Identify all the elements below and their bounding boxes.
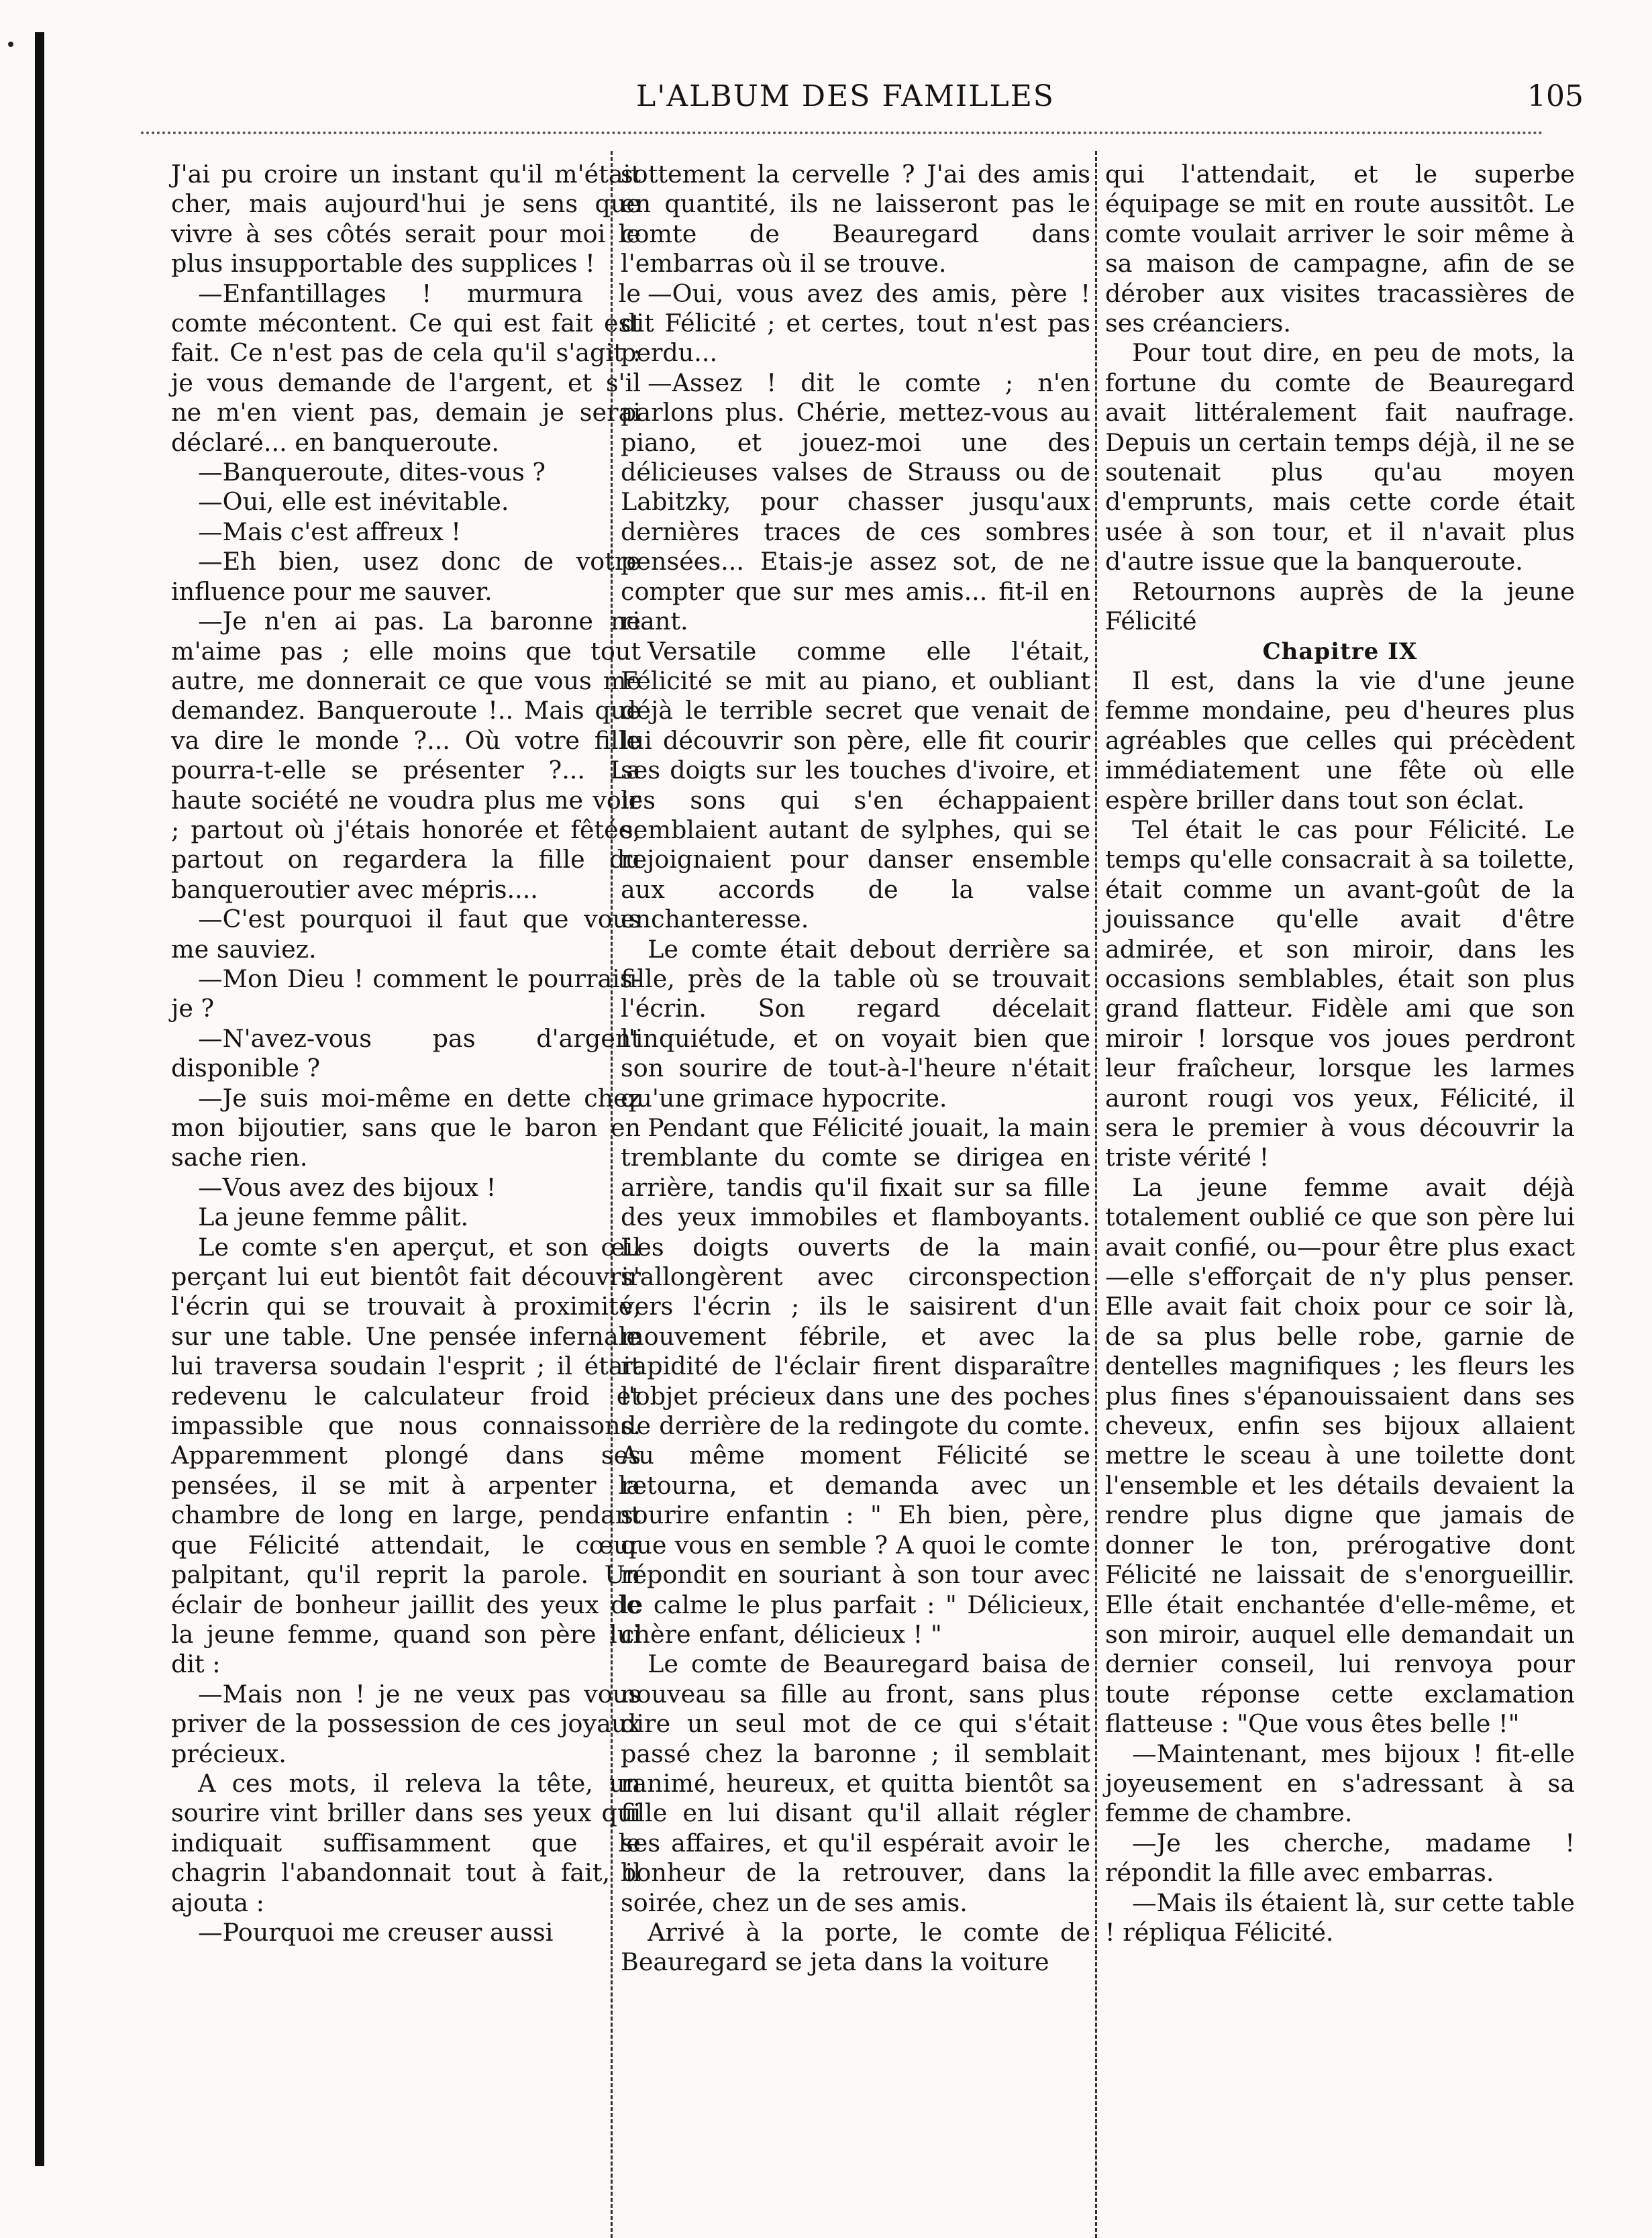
text-column-1 <box>171 160 641 1947</box>
text-column-2 <box>621 160 1090 1978</box>
paragraph: Le comte s'en aperçut, et son œil perçant lui eut bientôt fait découvrir l'écrin qui se trouvait à proximité, sur une table. Une pensée infernale lui traversa soudain l'esprit ; il était redevenu le calculateur froid et impassible que nous connaissons. Apparemment plongé dans ses pensées, il se mit à arpenter la chambre de long en large, pendant que Félicité attendait, le cœur palpitant, qu'il reprit la parole. Un éclair de bonheur jaillit des yeux de la jeune femme, quand son père lui dit : <box>171 1232 641 1679</box>
paragraph: qui l'attendait, et le superbe équipage se mit en route aussitôt. Le comte voulait arriver le soir même à sa maison de campagne, afin de se dérober aux visites tracassières de ses créanciers. <box>1105 160 1575 338</box>
paragraph: Le comte de Beauregard baisa de nouveau sa fille au front, sans plus dire un seul mot de ce qui s'était passé chez la baronne ; il semblait ranimé, heureux, et quitta bientôt sa fille en lui disant qu'il allait régler ses affaires, et qu'il espérait avoir le bonheur de la retrouver, dans la soirée, chez un de ses amis. <box>621 1649 1090 1917</box>
paragraph: —Oui, vous avez des amis, père ! dit Félicité ; et certes, tout n'est pas perdu... <box>621 278 1090 368</box>
paragraph: —Je suis moi-même en dette chez mon bijoutier, sans que le baron en sache rien. <box>171 1083 641 1172</box>
paragraph: Le comte était debout derrière sa fille, près de la table où se trouvait l'écrin. Son regard décelait l'inquiétude, et on voyait bien que son sourire de tout-à-l'heure n'était qu'une grimace hypocrite. <box>621 934 1090 1113</box>
paragraph: —Enfantillages ! murmura le comte mécontent. Ce qui est fait est fait. Ce n'est pas de cela qu'il s'agit : je vous demande de l'argent, et s'il ne m'en vient pas, demain je serai déclaré... en banqueroute. <box>171 278 641 457</box>
paragraph: —N'avez-vous pas d'argent disponible ? <box>171 1023 641 1083</box>
paragraph: Versatile comme elle l'était, Félicité se mit au piano, et oubliant déjà le terrible secret que venait de lui découvrir son père, elle fit courir ses doigts sur les touches d'ivoire, et les sons qui s'en échappaient semblaient autant de sylphes, qui se rejoignaient pour danser ensemble aux accords de la valse enchanteresse. <box>621 636 1090 934</box>
margin-dot <box>8 42 13 47</box>
paragraph: J'ai pu croire un instant qu'il m'était cher, mais aujourd'hui je sens que vivre à ses côtés serait pour moi le plus insupportable des supplices ! <box>171 160 641 278</box>
paragraph: Arrivé à la porte, le comte de Beauregard se jeta dans la voiture <box>621 1917 1090 1977</box>
paragraph: La jeune femme pâlit. <box>198 1203 469 1232</box>
paragraph: Tel était le cas pour Félicité. Le temps qu'elle consacrait à sa toilette, était comme un avant-goût de la jouissance qu'elle avait d'être admirée, et son miroir, dans les occasions semblables, était son plus grand flatteur. Fidèle ami que son miroir ! lorsque vos joues perdront leur fraîcheur, lorsque les larmes auront rougi vos yeux, Félicité, il sera le premier à vous découvrir la triste vérité ! <box>1105 815 1575 1172</box>
paragraph: sottement la cervelle ? J'ai des amis en quantité, ils ne laisseront pas le comte de Beauregard dans l'embarras où il se trouve. <box>621 160 1090 278</box>
column-divider <box>1095 151 1097 2238</box>
paragraph: —Pourquoi me creuser aussi <box>198 1917 554 1947</box>
paragraph: La jeune femme avait déjà totalement oublié ce que son père lui avait confié, ou—pour être plus exact—elle s'efforçait de n'y plus penser. Elle avait fait choix pour ce soir là, de sa plus belle robe, garnie de dentelles magnifiques ; les fleurs les plus fines s'épanouissaient dans ses cheveux, enfin ses bijoux allaient mettre le sceau à une toilette dont l'ensemble et les détails devaient la rendre plus digne que jamais de donner le ton, prérogative dont Félicité ne laissait de s'enorgueillir. Elle était enchantée d'elle-même, et son miroir, auquel elle demandait un dernier conseil, lui renvoya pour toute réponse cette exclamation flatteuse : "Que vous êtes belle !" <box>1105 1172 1575 1739</box>
text-column-3 <box>1105 160 1575 1947</box>
page-binding-edge <box>35 32 44 2166</box>
paragraph: Pour tout dire, en peu de mots, la fortune du comte de Beauregard avait littéralement fait naufrage. Depuis un certain temps déjà, il ne se soutenait plus qu'au moyen d'emprunts, mais cette corde était usée à son tour, et il n'avait plus d'autre issue que la banqueroute. <box>1105 338 1575 576</box>
paragraph: —C'est pourquoi il faut que vous me sauviez. <box>171 905 641 964</box>
paragraph: —Oui, elle est inévitable. <box>198 487 509 517</box>
paragraph: —Je les cherche, madame ! répondit la fille avec embarras. <box>1105 1828 1575 1888</box>
paragraph: —Mais non ! je ne veux pas vous priver de la possession de ces joyaux précieux. <box>171 1679 641 1768</box>
paragraph: Pendant que Félicité jouait, la main tremblante du comte se dirigea en arrière, tandis qu'il fixait sur sa fille des yeux immobiles et flamboyants. Les doigts ouverts de la main s'allongèrent avec circonspection vers l'écrin ; ils le saisirent d'un mouvement fébrile, et avec la rapidité de l'éclair firent disparaître l'objet précieux dans une des poches de derrière de la redingote du comte. Au même moment Félicité se retourna, et demanda avec un sourire enfantin : " Eh bien, père, que vous en semble ? A quoi le comte répondit en souriant à son tour avec le calme le plus parfait : " Délicieux, chère enfant, délicieux ! " <box>621 1113 1090 1649</box>
page-number: 105 <box>1527 79 1584 113</box>
paragraph: Il est, dans la vie d'une jeune femme mondaine, peu d'heures plus agréables que celles qui précèdent immédiatement une fête où elle espère briller dans tout son éclat. <box>1105 666 1575 815</box>
paragraph: —Mais c'est affreux ! <box>198 517 461 546</box>
paragraph: —Mais ils étaient là, sur cette table ! répliqua Félicité. <box>1105 1888 1575 1947</box>
paragraph: —Maintenant, mes bijoux ! fit-elle joyeusement en s'adressant à sa femme de chambre. <box>1105 1739 1575 1828</box>
paragraph: Retournons auprès de la jeune Félicité <box>1105 576 1575 636</box>
paragraph: —Je n'en ai pas. La baronne ne m'aime pas ; elle moins que tout autre, me donnerait ce que vous me demandez. Banqueroute !.. Mais que va dire le monde ?... Où votre fille pourra-t-elle se présenter ?... La haute société ne voudra plus me voir ; partout où j'étais honorée et fêtée, partout on regardera la fille du banqueroutier avec mépris.... <box>171 607 641 904</box>
paragraph: —Mon Dieu ! comment le pourrais-je ? <box>171 964 641 1023</box>
running-title: L'ALBUM DES FAMILLES <box>636 79 1055 113</box>
paragraph: —Eh bien, usez donc de votre influence pour me sauver. <box>171 547 641 606</box>
paragraph: —Banqueroute, dites-vous ? <box>198 458 546 487</box>
page-header <box>107 79 1584 133</box>
paragraph: A ces mots, il releva la tête, un sourire vint briller dans ses yeux qui indiquait suffisamment que le chagrin l'abandonnait tout à fait, il ajouta : <box>171 1768 641 1917</box>
header-rule <box>141 132 1543 134</box>
paragraph: —Vous avez des bijoux ! <box>198 1172 497 1202</box>
paragraph: —Assez ! dit le comte ; n'en parlons plus. Chérie, mettez-vous au piano, et jouez-moi une des délicieuses valses de Strauss ou de Labitzky, pour chasser jusqu'aux dernières traces de ces sombres pensées... Etais-je assez sot, de ne compter que sur mes amis... fit-il en riant. <box>621 368 1090 636</box>
chapter-heading: Chapitre IX <box>1262 638 1418 665</box>
